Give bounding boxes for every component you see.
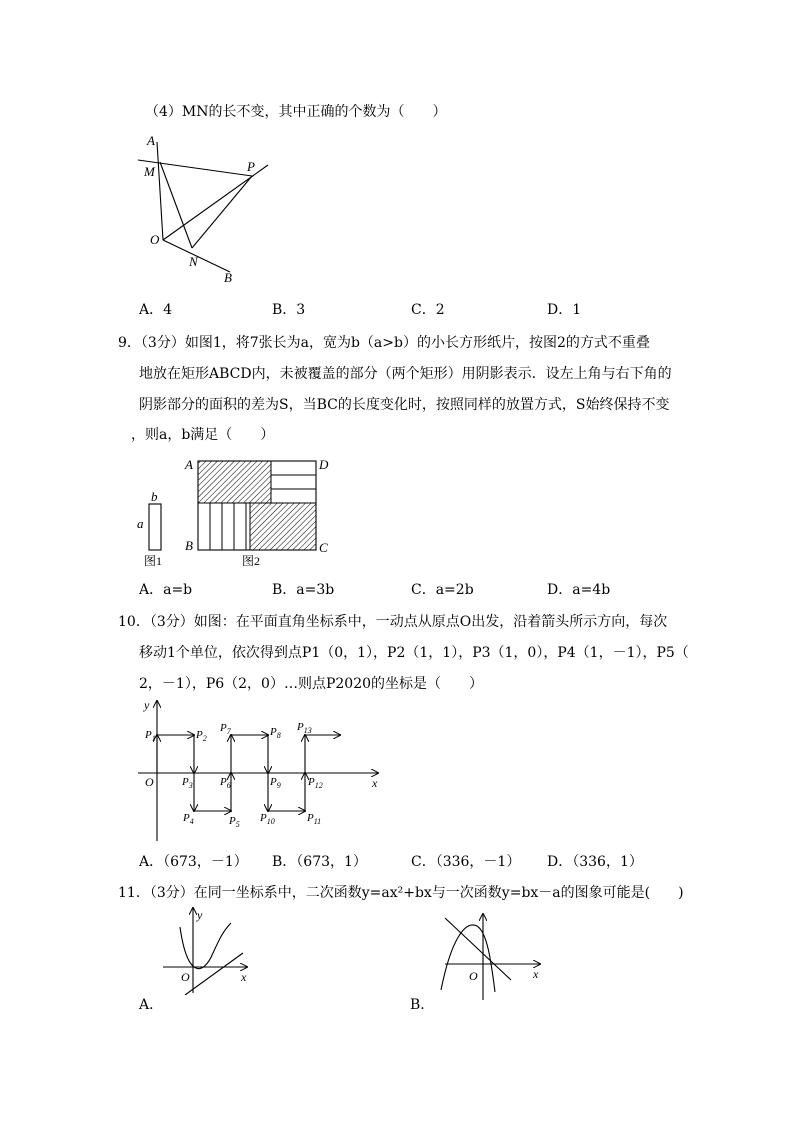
- q9-line-2: 地放在矩形ABCD内，未被覆盖的部分（两个矩形）用阴影表示．设左上角与右下角的: [139, 366, 672, 382]
- q10-line-1: 10．（3分）如图：在平面直角坐标系中，一动点从原点O出发，沿着箭头所示方向，每次: [118, 614, 668, 630]
- q11b-origin: O: [469, 969, 478, 983]
- q8-option-a[interactable]: A．4: [139, 302, 173, 318]
- q9-option-b[interactable]: B．a=3b: [272, 582, 335, 598]
- q11a-origin: O: [181, 970, 190, 984]
- q8-label-O: O: [150, 232, 160, 247]
- q10-line-3: 2，－1），P6（2，0）…则点P2020的坐标是（ ）: [139, 676, 484, 692]
- q10-label-P12: $P_{12}$: [308, 776, 323, 790]
- q10-label-P7: $P_7$: [220, 722, 231, 736]
- q11-line: 11．（3分）在同一坐标系中，二次函数y=ax²+bx与一次函数y=bx－a的图象可能是( ): [118, 885, 684, 901]
- q8-label-M: M: [144, 164, 155, 179]
- q8-label-A: A: [147, 133, 155, 148]
- q10-option-c[interactable]: C．（336，－1）: [411, 854, 521, 870]
- q11-graph-a: [155, 905, 260, 995]
- q9-option-d[interactable]: D．a=4b: [547, 582, 611, 598]
- q11a-axis-y: y: [197, 908, 203, 922]
- q10-label-P5: $P_5$: [229, 815, 240, 829]
- q11a-axis-x: x: [241, 970, 247, 984]
- q10-label-P4: $P_4$: [183, 812, 194, 826]
- q11-option-b[interactable]: B．: [410, 997, 435, 1013]
- q8-statement-4: （4）MN的长不变，其中正确的个数为（ ）: [145, 104, 447, 120]
- q10-label-P2: $P_2$: [196, 729, 207, 743]
- q10-figure: [130, 695, 390, 845]
- q10-label-P1: $P_1$: [145, 729, 156, 743]
- q10-origin: O: [145, 775, 154, 789]
- q9-fig2-shade-topleft: [198, 461, 271, 503]
- q11-graph-b: [425, 910, 550, 1000]
- q9-line-4: ，则a，b满足（ ）: [131, 427, 275, 443]
- q10-label-P9: $P_9$: [270, 776, 281, 790]
- q9-option-a[interactable]: A．a=b: [139, 582, 193, 598]
- q10-label-P6: $P_6$: [220, 776, 231, 790]
- q10-option-d[interactable]: D．（336，1）: [547, 854, 643, 870]
- q9-fig1-label-a: a: [137, 516, 144, 531]
- q8-option-d[interactable]: D．1: [547, 302, 582, 318]
- q9-line-1: 9．（3分）如图1，将7张长为a，宽为b（a>b）的小长方形纸片，按图2的方式不重叠: [118, 335, 650, 351]
- q8-label-B: B: [224, 270, 232, 285]
- q9-fig2-label-D: D: [319, 457, 329, 472]
- q9-fig1-label-b: b: [151, 489, 158, 504]
- q10-option-a[interactable]: A．（673，－1）: [139, 854, 248, 870]
- q9-figure: [130, 452, 345, 572]
- q10-label-P3: $P_3$: [182, 776, 193, 790]
- q9-fig2-label-C: C: [319, 540, 328, 555]
- q10-line-2: 移动1个单位，依次得到点P1（0，1），P2（1，1），P3（1，0），P4（1，－1），P5（: [139, 645, 689, 661]
- q10-label-P11: $P_{11}$: [307, 812, 322, 826]
- q9-fig2-caption: 图2: [242, 554, 261, 568]
- q9-fig2-shade-bottomright: [250, 503, 316, 550]
- q9-fig2-label-B: B: [185, 538, 193, 553]
- q11-option-a[interactable]: A．: [139, 997, 164, 1013]
- q11b-axis-x: x: [533, 967, 539, 981]
- q10-label-P8: $P_8$: [270, 726, 281, 740]
- q8-figure: [130, 130, 280, 290]
- q10-label-P10: $P_{10}$: [260, 812, 275, 826]
- q9-fig1-caption: 图1: [144, 554, 163, 568]
- q9-option-c[interactable]: C．a=2b: [411, 582, 474, 598]
- q8-label-P: P: [247, 159, 255, 174]
- q10-axis-x: x: [372, 776, 378, 790]
- q8-option-c[interactable]: C．2: [411, 302, 445, 318]
- q8-option-b[interactable]: B．3: [272, 302, 306, 318]
- q10-label-P13: $P_{13}$: [297, 721, 312, 735]
- q8-label-N: N: [189, 254, 198, 269]
- q10-axis-y: y: [144, 698, 150, 712]
- q9-fig2-label-A: A: [185, 457, 193, 472]
- q10-option-b[interactable]: B．（673，1）: [272, 854, 367, 870]
- q9-line-3: 阴影部分的面积的差为S，当BC的长度变化时，按照同样的放置方式，S始终保持不变: [139, 397, 670, 413]
- q9-fig1-strip: [149, 504, 161, 550]
